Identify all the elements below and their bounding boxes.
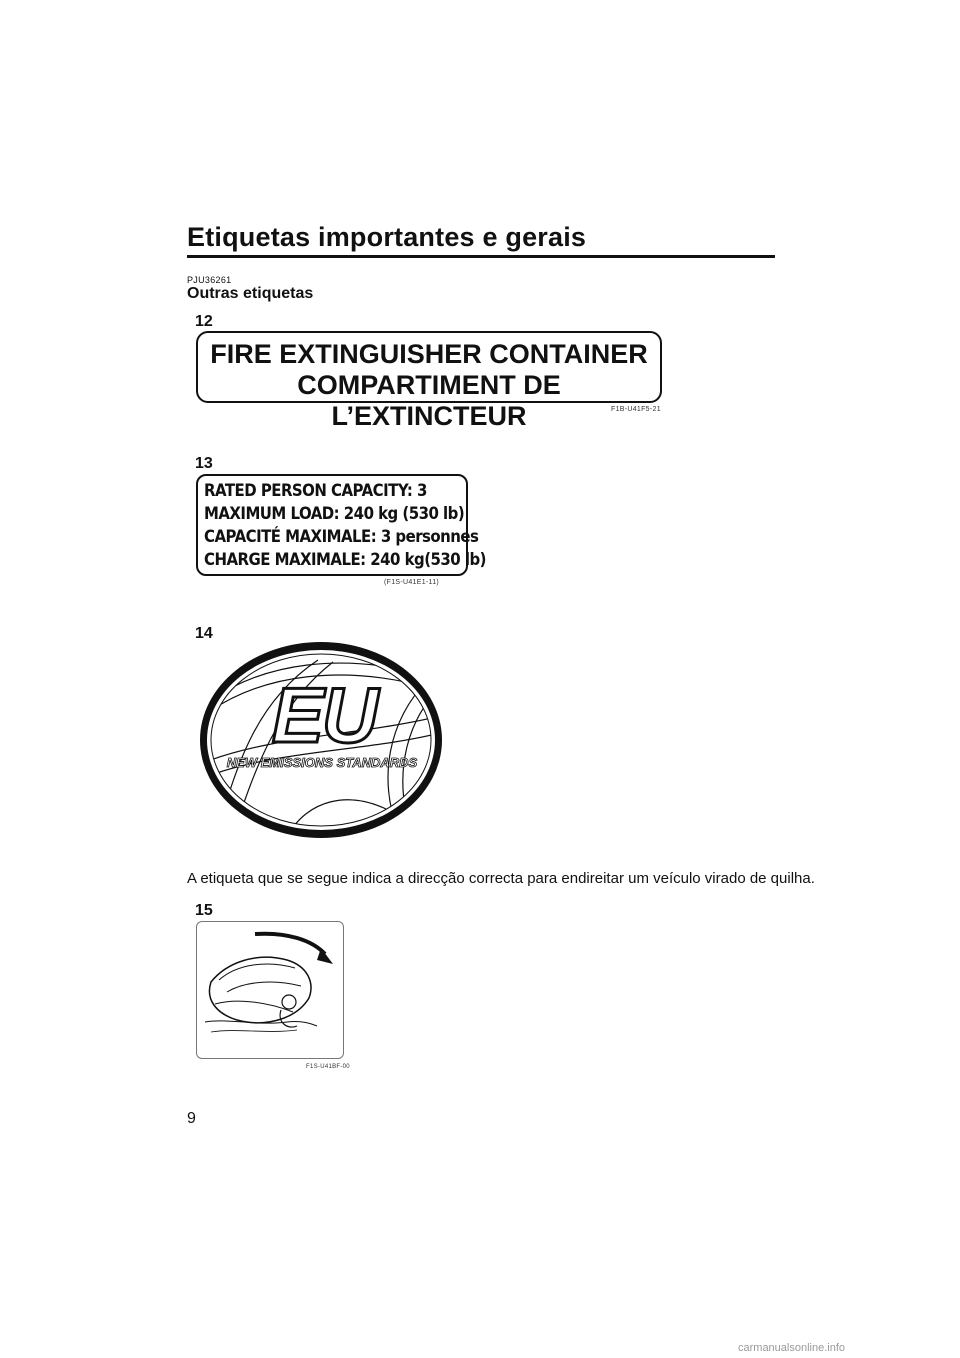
label-13-line-1: RATED PERSON CAPACITY: 3 <box>204 481 427 501</box>
footer-watermark[interactable]: carmanualsonline.info <box>738 1342 846 1354</box>
label-13-line-4: CHARGE MAXIMALE: 240 kg(530 lb) <box>204 550 486 570</box>
label-12-line-1: FIRE EXTINGUISHER CONTAINER <box>210 339 648 369</box>
label-14-number: 14 <box>195 625 213 642</box>
eu-logo-subtext: NEW EMISSIONS STANDARDS <box>226 755 418 770</box>
label-12-line-2: COMPARTIMENT DE L’EXTINCTEUR <box>297 370 561 431</box>
page-number: 9 <box>187 1110 196 1127</box>
eu-emissions-logo <box>198 640 444 840</box>
label-13-code: (F1S-U41E1-11) <box>384 579 440 586</box>
section-code: PJU36261 <box>187 275 232 285</box>
intro-text: A etiqueta que se segue indica a direcção correcta para endireitar um veículo virado de quilha. <box>187 870 815 887</box>
label-13-line-2: MAXIMUM LOAD: 240 kg (530 lb) <box>204 504 465 524</box>
label-12-code: F1B-U41F5-21 <box>611 406 661 413</box>
righting-direction-label <box>196 921 344 1059</box>
title-rule <box>187 255 775 258</box>
label-12-number: 12 <box>195 313 213 330</box>
label-15-code: F1S-U41BF-00 <box>306 1064 350 1070</box>
section-title: Outras etiquetas <box>187 285 314 302</box>
label-13-line-3: CAPACITÉ MAXIMALE: 3 personnes <box>204 527 479 547</box>
label-15-number: 15 <box>195 902 213 919</box>
page-title: Etiquetas importantes e gerais <box>187 222 587 252</box>
eu-logo-text: EU <box>271 671 377 759</box>
label-13-number: 13 <box>195 455 213 472</box>
capsized-watercraft-pictogram <box>197 922 343 1058</box>
capacity-label <box>196 474 486 576</box>
